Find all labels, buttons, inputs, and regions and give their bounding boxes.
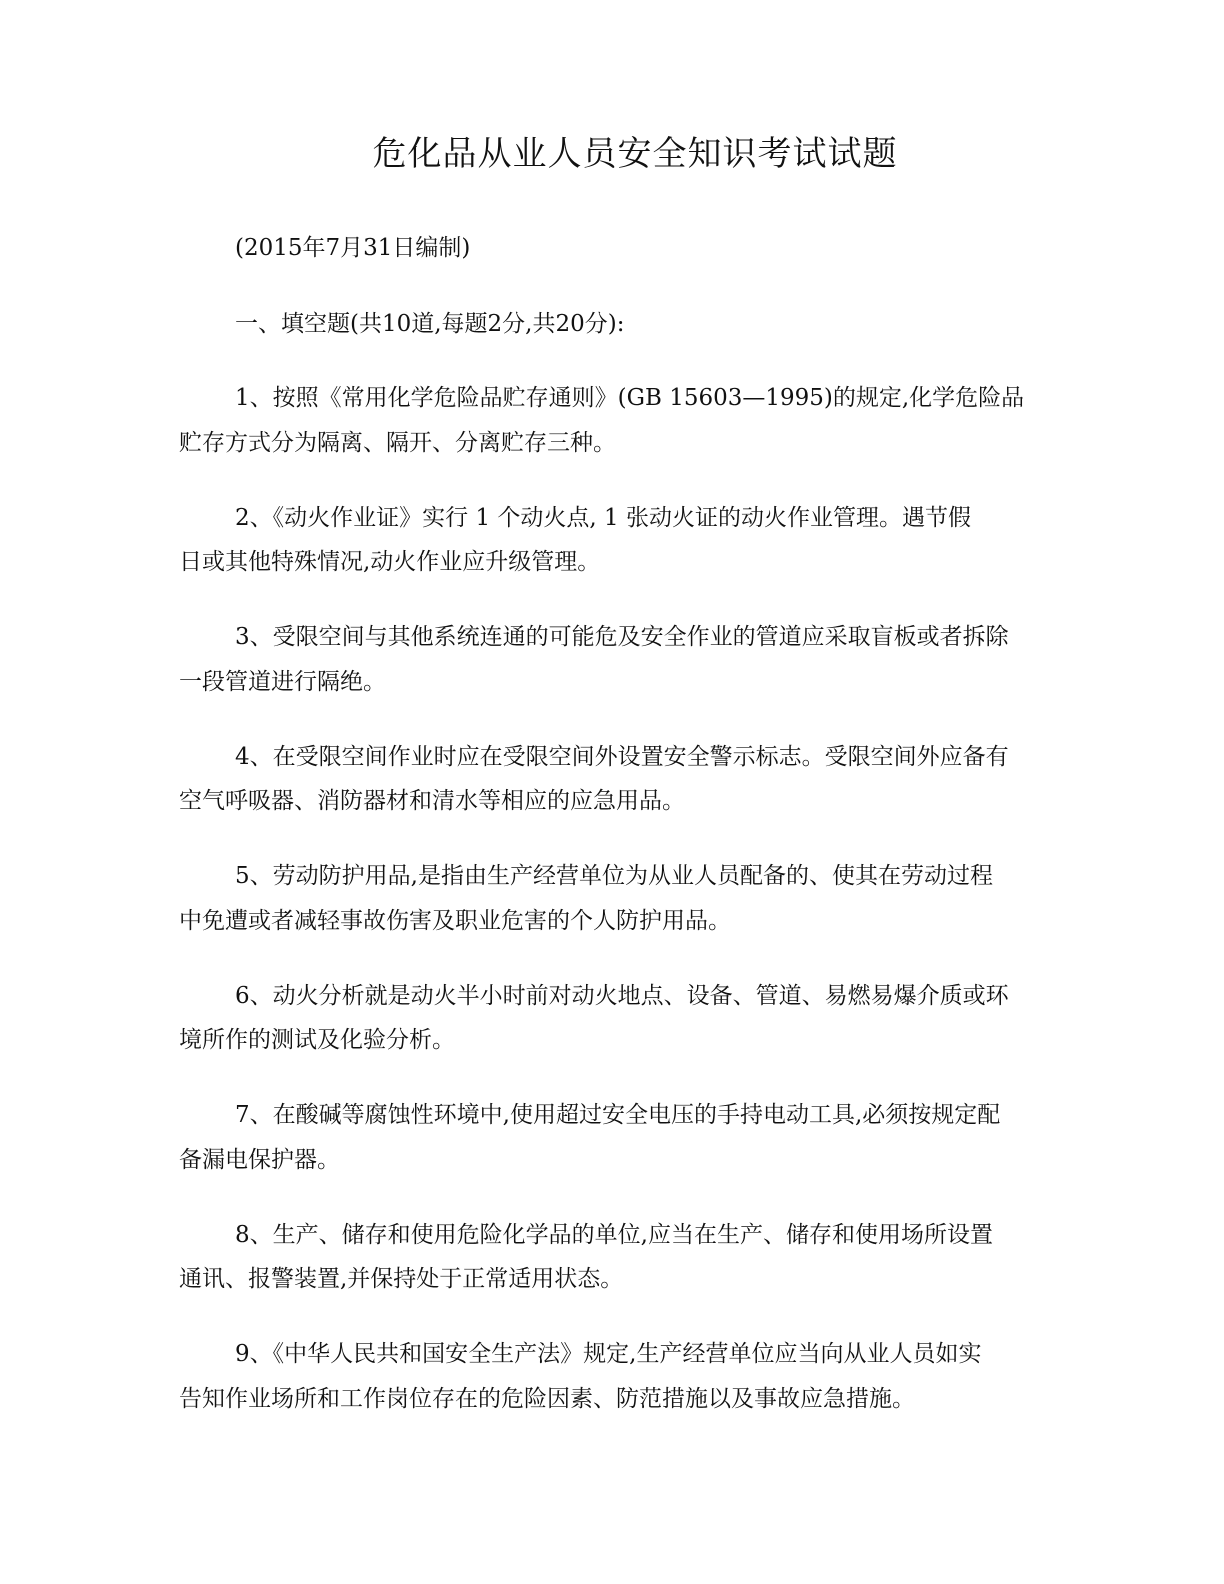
question-text-line: 8、生产、储存和使用危险化学品的单位,应当在生产、储存和使用场所设置 — [235, 1222, 993, 1248]
date-note: (2015年7月31日编制) — [235, 235, 471, 261]
question-text-line: 告知作业场所和工作岗位存在的危险因素、防范措施以及事故应急措施。 — [179, 1386, 915, 1412]
question-text-line: 3、受限空间与其他系统连通的可能危及安全作业的管道应采取盲板或者拆除 — [235, 624, 1009, 650]
document-title: 危化品从业人员安全知识考试试题 — [372, 134, 898, 174]
question-text-line: 5、劳动防护用品,是指由生产经营单位为从业人员配备的、使其在劳动过程 — [235, 863, 993, 889]
question-text-line: 贮存方式分为隔离、隔开、分离贮存三种。 — [179, 430, 616, 456]
question-text-line: 6、动火分析就是动火半小时前对动火地点、设备、管道、易燃易爆介质或环 — [235, 983, 1009, 1009]
question-text-line: 空气呼吸器、消防器材和清水等相应的应急用品。 — [179, 788, 685, 814]
question-text-line: 通讯、报警装置,并保持处于正常适用状态。 — [179, 1266, 624, 1292]
question-text-line: 境所作的测试及化验分析。 — [179, 1027, 455, 1053]
question-text-line: 中免遭或者减轻事故伤害及职业危害的个人防护用品。 — [179, 908, 731, 934]
question-text-line: 备漏电保护器。 — [179, 1147, 340, 1173]
question-text-line: 9、《中华人民共和国安全生产法》规定,生产经营单位应当向从业人员如实 — [235, 1341, 982, 1367]
question-text-line: 日或其他特殊情况,动火作业应升级管理。 — [179, 549, 601, 575]
question-text-line: 7、在酸碱等腐蚀性环境中,使用超过安全电压的手持电动工具,必须按规定配 — [235, 1102, 1001, 1128]
question-text-line: 4、在受限空间作业时应在受限空间外设置安全警示标志。受限空间外应备有 — [235, 744, 1009, 770]
question-text-line: 1、按照《常用化学危险品贮存通则》(GB 15603—1995)的规定,化学危险品 — [235, 385, 1025, 411]
question-text-line: 2、《动火作业证》实行 1 个动火点, 1 张动火证的动火作业管理。遇节假 — [235, 505, 971, 531]
question-text-line: 一段管道进行隔绝。 — [179, 669, 386, 695]
section-heading: 一、填空题(共10道,每题2分,共20分): — [235, 311, 625, 337]
